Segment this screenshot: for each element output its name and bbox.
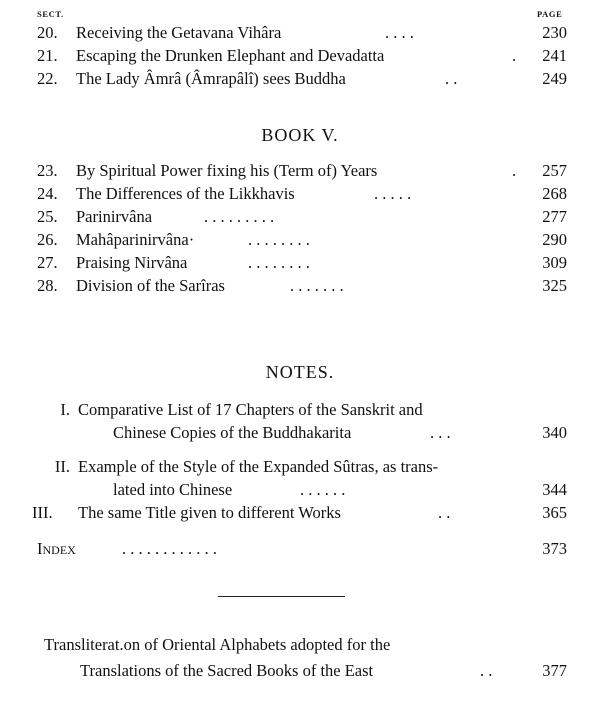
toc-entry-27[interactable] [0,252,600,274]
entry-number: 25. [37,207,58,226]
leader-dots: . [512,46,517,65]
entry-page: 230 [542,23,567,42]
entry-number: 24. [37,184,58,203]
note-title-line1[interactable]: Example of the Style of the Expanded Sûtras, as trans- [78,457,439,476]
note-number: III. [32,503,53,522]
note-entry-3[interactable] [0,502,600,524]
leader-dots: . . . . . [374,184,412,203]
index-label: Index [37,539,76,558]
leader-dots: . . . . . . [300,480,346,499]
leader-dots: . . . . . . . [290,276,344,295]
entry-page: 377 [542,661,567,680]
entry-number: 20. [37,23,58,42]
entry-page: 325 [542,276,567,295]
entry-title: Division of the Sarîras [76,276,225,295]
leader-dots: . . [438,503,451,522]
toc-entry-26[interactable] [0,229,600,251]
toc-entry-21[interactable] [0,45,600,67]
entry-title: The Lady Âmrâ (Âmrapâlî) sees Buddha [76,69,346,88]
entry-number: 21. [37,46,58,65]
entry-page: 257 [542,161,567,180]
leader-dots: . . . . . . . . . . . . [122,539,217,558]
toc-entry-24[interactable] [0,183,600,205]
entry-page: 268 [542,184,567,203]
toc-entry-20[interactable] [0,22,600,44]
notes-heading: NOTES. [265,362,335,382]
toc-entry-28[interactable] [0,275,600,297]
entry-title: By Spiritual Power fixing his (Term of) Years [76,161,378,180]
note-number: II. [54,457,70,476]
note-entry-2[interactable] [0,479,600,501]
page-column-header: PAGE [537,9,563,19]
entry-page: 290 [542,230,567,249]
entry-title: Escaping the Drunken Elephant and Devadatta [76,46,385,65]
note-title-line1[interactable]: Comparative List of 17 Chapters of the Sanskrit and [78,400,423,419]
leader-dots: . . . [430,423,451,442]
leader-dots: . . [480,661,493,680]
leader-dots: . . [445,69,458,88]
index-entry[interactable] [0,538,600,560]
transliteration-line2: Translations of the Sacred Books of the East [80,661,374,680]
toc-entry-23[interactable] [0,160,600,182]
leader-dots: . [512,161,517,180]
entry-title: Mahâparinirvâna· [76,230,195,249]
entry-page: 241 [542,46,567,65]
entry-page: 277 [542,207,567,226]
entry-number: 26. [37,230,58,249]
transliteration-line1[interactable]: Transliterat.on of Oriental Alphabets adopted for the [44,635,391,654]
note-title-line2: Chinese Copies of the Buddhakarita [113,423,352,442]
entry-title: Praising Nirvâna [76,253,188,272]
entry-title: Parinirvâna [76,207,153,226]
leader-dots: . . . . . . . . [248,230,310,249]
entry-title: The Differences of the Likkhavis [76,184,295,203]
transliteration-entry[interactable] [0,660,600,682]
sect-column-header: SECT. [37,9,64,19]
book-heading: BOOK V. [261,125,339,145]
entry-number: 28. [37,276,58,295]
entry-page: 340 [542,423,567,442]
entry-page: 344 [542,480,567,499]
leader-dots: . . . . [385,23,414,42]
note-title-line1: The same Title given to different Works [78,503,341,522]
entry-page: 249 [542,69,567,88]
entry-page: 365 [542,503,567,522]
section-divider [218,596,345,597]
entry-number: 23. [37,161,58,180]
leader-dots: . . . . . . . . [248,253,310,272]
leader-dots: . . . . . . . . . [204,207,275,226]
entry-page: 309 [542,253,567,272]
entry-title: Receiving the Getavana Vihâra [76,23,282,42]
toc-entry-22[interactable] [0,68,600,90]
entry-number: 27. [37,253,58,272]
entry-number: 22. [37,69,58,88]
entry-page: 373 [542,539,567,558]
note-entry-1[interactable] [0,422,600,444]
toc-entry-25[interactable] [0,206,600,228]
note-title-line2: lated into Chinese [113,480,233,499]
note-number: I. [60,400,70,419]
